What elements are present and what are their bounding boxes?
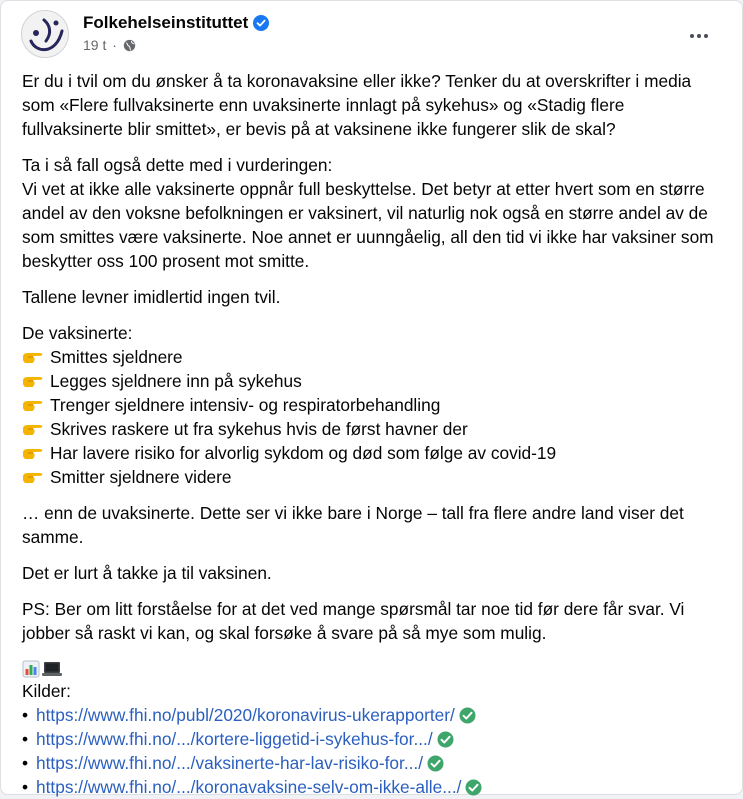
page-name[interactable]: Folkehelseinstituttet [83, 13, 249, 32]
list-item [22, 417, 722, 441]
verified-badge-icon [253, 15, 269, 31]
bullet: • [22, 753, 29, 773]
list-item-text: Har lavere risiko for alvorlig sykdom og død som følge av covid-19 [50, 443, 557, 463]
bar-chart-emoji [22, 660, 40, 678]
pointing-hand-emoji [22, 372, 44, 390]
check-mark-emoji [427, 755, 444, 772]
post-paragraph-ps: PS: Ber om litt forståelse for at det ved mange spørsmål tar noe tid før dere får svar. Vi jobber så raskt vi kan, og skal forsøke å svare på så mye som mulig. [22, 599, 685, 643]
post-paragraph-intro: Er du i tvil om du ønsker å ta koronavaksine eller ikke? Tenker du at overskrifter i media som «Flere fullvaksinerte enn uvaksinerte innlagt på sykehus» og «Stadig flere fullvaksinerte blir smittet», er bevis på at vaksinene ikke fungerer slik de skal? [22, 71, 692, 139]
source-link[interactable]: https://www.fhi.no/.../koronavaksine-selv-om-ikke-alle.../ [36, 777, 462, 797]
source-link-row [22, 751, 722, 775]
post-paragraph-numbers: Tallene levner imidlertid ingen tvil. [22, 287, 281, 307]
source-link[interactable]: https://www.fhi.no/.../vaksinerte-har-lav-risiko-for.../ [36, 753, 424, 773]
more-dot [704, 34, 708, 38]
check-mark-emoji [437, 731, 454, 748]
source-link-row [22, 703, 722, 727]
meta-separator: · [112, 37, 117, 53]
page-name-line [83, 13, 269, 33]
sources-label: Kilder: [22, 681, 71, 701]
pointing-hand-emoji [22, 444, 44, 462]
post-body [22, 69, 722, 799]
page-avatar[interactable] [21, 10, 69, 58]
source-link[interactable]: https://www.fhi.no/publ/2020/koronavirus-ukerapporter/ [36, 705, 455, 725]
post-paragraph-after-list: … enn de uvaksinerte. Dette ser vi ikke bare i Norge – tall fra flere andre land viser det samme. [22, 503, 684, 547]
fhi-logo [22, 11, 69, 58]
laptop-emoji [41, 660, 63, 678]
list-item [22, 369, 722, 393]
check-mark-emoji [459, 707, 476, 724]
more-dot [697, 34, 701, 38]
list-item-text: Legges sjeldnere inn på sykehus [50, 371, 302, 391]
vaccinated-list [22, 321, 722, 489]
post-time[interactable]: 19 t [83, 37, 107, 53]
sources-section [22, 657, 722, 799]
bullet: • [22, 705, 29, 725]
list-heading: De vaksinerte: [22, 323, 133, 343]
source-link-row [22, 775, 722, 799]
list-item [22, 345, 722, 369]
list-item [22, 465, 722, 489]
post-paragraph-takeaway: Det er lurt å takke ja til vaksinen. [22, 563, 272, 583]
source-link-row [22, 727, 722, 751]
source-link[interactable]: https://www.fhi.no/.../kortere-liggetid-i-sykehus-for.../ [36, 729, 433, 749]
pointing-hand-emoji [22, 420, 44, 438]
list-item-text: Trenger sjeldnere intensiv- og respiratorbehandling [50, 395, 441, 415]
globe-icon [123, 39, 136, 52]
post-meta [83, 37, 136, 53]
more-options-icon[interactable] [681, 18, 717, 54]
list-item [22, 441, 722, 465]
list-item-text: Smitter sjeldnere videre [50, 467, 232, 487]
consider-heading: Ta i så fall også dette med i vurderingen: [22, 155, 333, 175]
list-item [22, 393, 722, 417]
consider-text: Vi vet at ikke alle vaksinerte oppnår full beskyttelse. Det betyr at etter hvert som en større andel av den voksne befolkningen er vaksinert, vil naturlig nok også en større andel av de som smittes være vaksinerte. Noe annet er uunngåelig, all den tid vi ikke har vaksiner som beskytter oss 100 prosent mot smitte. [22, 179, 714, 271]
emoji-line [22, 657, 722, 679]
list-item-text: Skrives raskere ut fra sykehus hvis de først havner der [50, 419, 468, 439]
pointing-hand-emoji [22, 396, 44, 414]
list-item-text: Smittes sjeldnere [50, 347, 183, 367]
check-mark-emoji [465, 779, 482, 796]
pointing-hand-emoji [22, 468, 44, 486]
bullet: • [22, 729, 29, 749]
post-header [21, 10, 721, 60]
bullet: • [22, 777, 29, 797]
more-dot [690, 34, 694, 38]
pointing-hand-emoji [22, 348, 44, 366]
post-paragraph-consider [22, 153, 722, 273]
